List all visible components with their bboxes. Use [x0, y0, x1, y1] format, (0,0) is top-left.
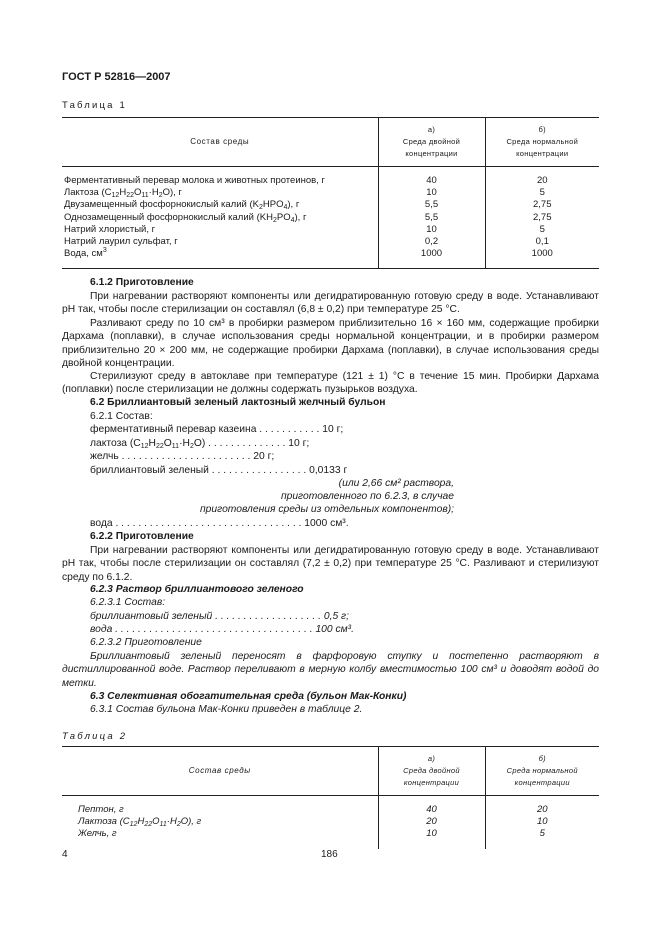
section-6-2-1: 6.2.1 Состав: — [90, 411, 153, 422]
row-name: Ферментативный перевар молока и животных протеинов, г — [64, 175, 325, 186]
row-name: Лактоза $(C_{12}H_{22}O_{11}\cdot H_2O)$, г — [64, 187, 182, 200]
table1-caption: Таблица 1 — [62, 100, 127, 111]
table2-col-normal: б) Среда нормальной концентрации — [485, 747, 599, 796]
composition-item: лактоза $(C_{12}H_{22}O_{11}\cdot H_2O)$ . . . . . . . . . . . . . . 10 г; — [90, 438, 310, 450]
row-name: Лактоза $(C_{12}H_{22}O_{11}\cdot H_2O)$, г — [78, 816, 202, 829]
section-6-2-3-1: 6.2.3.1 Состав: — [90, 597, 166, 608]
page-number-left: 4 — [62, 849, 68, 860]
page-number-center: 186 — [321, 849, 338, 860]
table-row: Лактоза $(C_{12}H_{22}O_{11}\cdot H_2O)$, г 10 5 — [62, 187, 599, 199]
table-row: Желчь, г 10 5 — [62, 828, 599, 840]
section-6-2-2-title: 6.2.2 Приготовление — [90, 531, 194, 542]
composition-item: ферментативный перевар казеина . . . . . . . . . . . 10 г; — [90, 424, 344, 435]
section-6-3-title: 6.3 Селективная обогатительная среда (бульон Мак-Конки) — [90, 691, 407, 702]
section-6-2-3-2-text: Бриллиантовый зеленый переносят в фарфоровую ступку и постепенно растворяют в дистиллированной воде. Раствор переливают в мерную колбу вместимостью 100 см³ и доводят водой до метки. — [62, 651, 599, 689]
table1-col-composition: Состав среды — [62, 118, 378, 167]
composition-note: приготовленного по 6.2.3, в случае — [280, 491, 454, 502]
document-header: ГОСТ Р 52816—2007 — [62, 71, 171, 83]
table1-col-normal: б) Среда нормальной концентрации — [485, 118, 599, 167]
table1-col-double: а) Среда двойной концентрации — [378, 118, 485, 167]
row-name: Однозамещенный фосфорнокислый калий $(KH_2PO_4)$, г — [64, 211, 307, 224]
table-row: Ферментативный перевар молока и животных протеинов, г 40 20 — [62, 175, 599, 187]
section-6-3-1: 6.3.1 Состав бульона Мак-Конки приведен в таблице 2. — [90, 704, 363, 715]
table1 — [62, 117, 599, 269]
section-6-2-2-text: При нагревании растворяют компоненты или дегидратированную готовую среду в воде. Устанавливают pH так, чтобы после стерилизации он составлял (7,2 ± 0,2) при температуре 25 °С. Разливают и стерилизуют среду по 6.1.2. — [62, 545, 599, 583]
section-6-1-2-p1: При нагревании растворяют компоненты или дегидратированную готовую среду в воде. Устанавливают pH так, чтобы после стерилизации он составлял (6,8 ± 0,2) при температуре 25 °С. — [62, 291, 599, 316]
table-row: Однозамещенный фосфорнокислый калий $(KH_2PO_4)$, г 5,5 2,75 — [62, 212, 599, 224]
section-6-2-3-2: 6.2.3.2 Приготовление — [90, 637, 202, 648]
composition-item: вода . . . . . . . . . . . . . . . . . . . . . . . . . . . . . . . . . . . 100 см³. — [90, 624, 354, 635]
table2 — [62, 746, 599, 849]
composition-item: бриллиантовый зеленый . . . . . . . . . . . . . . . . . 0,0133 г — [90, 465, 348, 476]
composition-note: приготовления среды из отдельных компонентов); — [200, 504, 454, 515]
section-6-1-2-p3: Стерилизуют среду в автоклаве при температуре (121 ± 1) °С в течение 15 мин. Пробирки Дархама (поплавки) после стерилизации не должны содержать пузырьков воздуха. — [62, 371, 599, 396]
table-row: Вода, $см^3$ 1000 1000 — [62, 248, 599, 260]
composition-note: (или 2,66 см² раствора, — [338, 478, 454, 489]
table2-col-double: а) Среда двойной концентрации — [378, 747, 485, 796]
row-name: Вода, $см^3$ — [64, 247, 107, 260]
composition-item: желчь . . . . . . . . . . . . . . . . . . . . . . . 20 г; — [90, 451, 275, 462]
section-6-1-2-p2: Разливают среду по 10 см³ в пробирки размером приблизительно 16 × 160 мм, содержащие пробирки Дархама (поплавки), в случае использования среды нормальной концентрации, и в пробирки размером приблизительно 20 × 200 мм, не содержащие пробирки Дархама (поплавки), в случае использования среды двойной концентрации. — [62, 318, 599, 370]
table-row: Лактоза $(C_{12}H_{22}O_{11}\cdot H_2O)$, г 20 10 — [62, 816, 599, 828]
section-6-1-2-title: 6.1.2 Приготовление — [90, 277, 194, 288]
row-name: Двузамещенный фосфорнокислый калий $(K_2HPO_4)$, г — [64, 199, 300, 212]
section-6-2-title: 6.2 Бриллиантовый зеленый лактозный желчный бульон — [90, 397, 386, 408]
section-6-2-3-title: 6.2.3 Раствор бриллиантового зеленого — [90, 584, 304, 595]
table2-caption: Таблица 2 — [62, 731, 128, 742]
table-row: Натрий лаурил сульфат, г 0,2 0,1 — [62, 236, 599, 248]
table-row: Натрий хлористый, г 10 5 — [62, 224, 599, 236]
table-row: Пептон, г 40 20 — [62, 804, 599, 816]
table2-col-composition: Состав среды — [62, 747, 378, 796]
composition-item: бриллиантовый зеленый . . . . . . . . . . . . . . . . . . . 0,5 г; — [90, 611, 349, 622]
composition-item: вода . . . . . . . . . . . . . . . . . . . . . . . . . . . . . . . . . 1000 см³. — [90, 518, 349, 529]
table-row: Двузамещенный фосфорнокислый калий $(K_2HPO_4)$, г 5,5 2,75 — [62, 199, 599, 211]
